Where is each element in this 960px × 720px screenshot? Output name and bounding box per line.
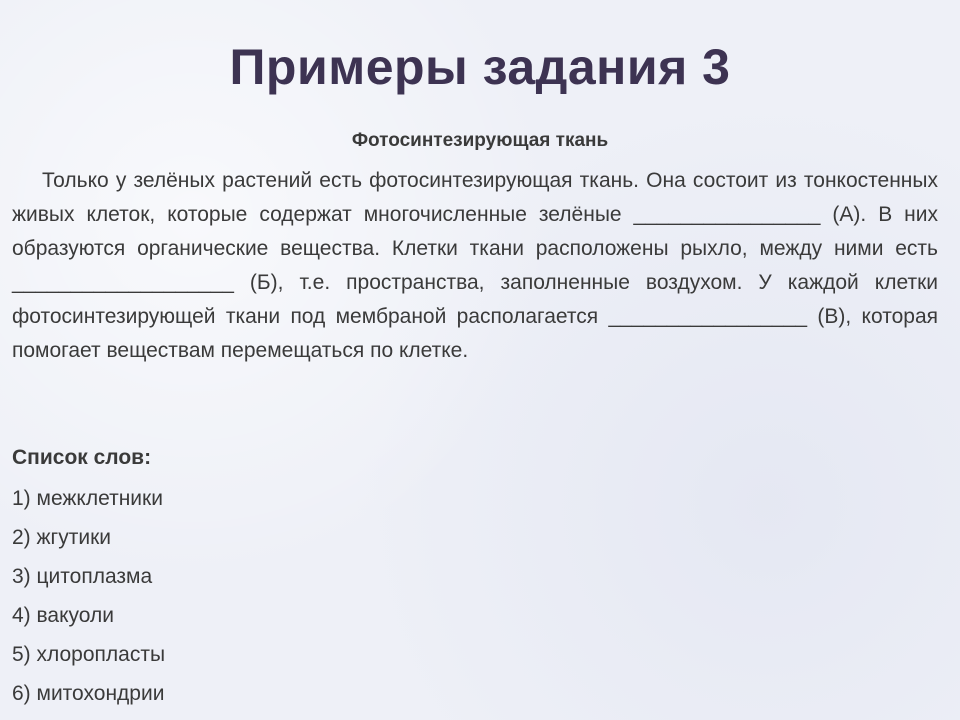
word-list-heading: Список слов:	[12, 446, 152, 469]
word-list-item: 6) митохондрии	[12, 682, 165, 705]
slide-subtitle: Фотосинтезирующая ткань	[351, 130, 609, 151]
word-list-item: 5) хлоропласты	[12, 643, 166, 666]
word-list-item: 3) цитоплазма	[12, 565, 153, 588]
word-list	[12, 482, 165, 716]
task-paragraph: Только у зелёных растений есть фотосинтезирующая ткань. Она состоит из тонкостенных живых клеток, которые содержат многочисленные зелёные ________________ (А). В них образуются органические вещества. Клетки ткани расположены рыхло, между ними есть ___________________ (Б), т.е. пространства, заполненные воздухом. У каждой клетки фотосинтезирующей ткани под мембраной располагается _________________ (В), которая помогает веществам перемещаться по клетке.	[12, 169, 938, 362]
word-list-item: 1) межклетники	[12, 487, 163, 510]
word-list-item: 2) жгутики	[12, 526, 111, 549]
word-list-item: 4) вакуоли	[12, 604, 114, 627]
slide-title: Примеры задания 3	[229, 39, 731, 95]
